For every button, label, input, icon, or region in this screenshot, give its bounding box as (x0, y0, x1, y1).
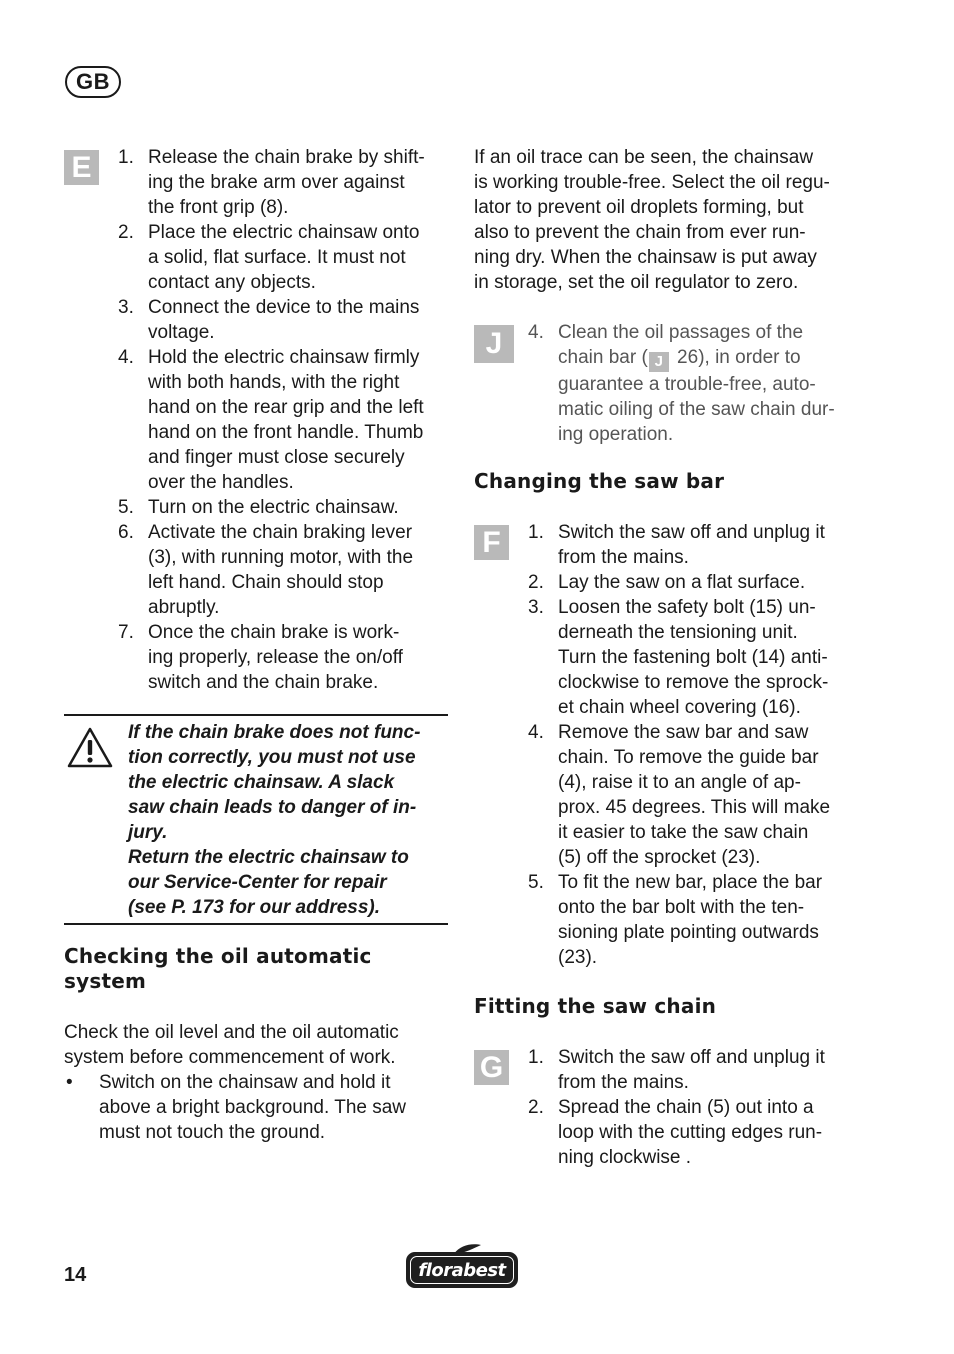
list-item: 6. Activate the chain braking lever (3), with running motor, with the left hand. Chain should stop abruptly. (118, 522, 414, 618)
warning-box (64, 714, 448, 925)
list-item: 1. Switch the saw off and unplug it from the mains. (528, 1047, 825, 1093)
page-number: 14 (64, 1264, 87, 1286)
list-item: 4. Hold the electric chainsaw firmly with both hands, with the right hand on the rear grip and the left hand on the front handle. Thumb and finger must close securely over the handles. (118, 347, 424, 493)
list-item: 4. Remove the saw bar and saw chain. To remove the guide bar (4), raise it to an angle of ap- prox. 45 degrees. This will make it easier to take the saw chain (5) off the sprocket (23). (528, 722, 831, 868)
oil-clean-step (528, 320, 868, 447)
oil-trace-paragraph: If an oil trace can be seen, the chainsaw is working trouble-free. Select the oil regu- lator to prevent oil droplets forming, but also to prevent the chain from ever run- ning dry. When the chainsaw is put away in storage, set the oil regulator to zero. (474, 147, 830, 293)
list-item: 3. Loosen the safety bolt (15) un- derneath the tensioning unit. Turn the fastening bolt (14) anti- clockwise to remove the sprock- et chain wheel covering (16). (528, 597, 829, 718)
list-item: 3. Connect the device to the mains voltage. (118, 297, 420, 343)
chain-brake-steps (118, 145, 453, 695)
list-item: 5. To fit the new bar, place the bar onto the bar bolt with the ten- sioning plate pointing outwards (23). (528, 872, 823, 968)
list-item: 7. Once the chain brake is work- ing properly, release the on/off switch and the chain brake. (118, 622, 403, 693)
figure-ref-f: F (474, 525, 509, 560)
list-item: 5. Turn on the electric chainsaw. (118, 497, 399, 518)
figure-ref-j: J (474, 325, 514, 363)
list-item: 2. Spread the chain (5) out into a loop with the cutting edges run- ning clockwise . (528, 1097, 823, 1168)
list-item: 1. Release the chain brake by shift- ing the brake arm over against the front grip (8). (118, 147, 425, 218)
language-badge: GB (65, 66, 121, 98)
figure-ref-g: G (474, 1050, 509, 1085)
saw-chain-steps (528, 1045, 868, 1170)
figure-ref-e: E (64, 150, 99, 185)
bullet-mark: • (66, 1072, 73, 1093)
list-item: 4. Clean the oil passages of the chain bar ( J 26), in order to guarantee a trouble-free, auto- matic oiling of the saw chain dur- ing operation. (528, 322, 835, 445)
inline-figure-ref-j: J (649, 352, 669, 372)
warning-triangle-icon (66, 726, 114, 770)
section-heading-oil: Checking the oil automatic system (64, 944, 372, 993)
logo-text: florabest (410, 1256, 514, 1284)
warning-text: If the chain brake does not func- tion correctly, you must not use the electric chainsaw. A slack saw chain leads to danger of in- jury. Return the electric chainsaw to our Service-Center for repair (see P. 173 for our address). (128, 722, 421, 918)
list-item: 2. Place the electric chainsaw onto a solid, flat surface. It must not contact any objects. (118, 222, 420, 293)
section-heading-saw-bar: Changing the saw bar (474, 469, 725, 493)
list-item: 2. Lay the saw on a flat surface. (528, 572, 806, 593)
oil-intro: Check the oil level and the oil automatic system before commencement of work. (64, 1022, 399, 1068)
bullet-text: Switch on the chainsaw and hold it above a bright background. The saw must not touch the ground. (99, 1072, 407, 1143)
brand-logo (406, 1252, 518, 1288)
list-item: 1. Switch the saw off and unplug it from the mains. (528, 522, 825, 568)
section-heading-saw-chain: Fitting the saw chain (474, 994, 717, 1018)
saw-bar-steps (528, 520, 868, 970)
